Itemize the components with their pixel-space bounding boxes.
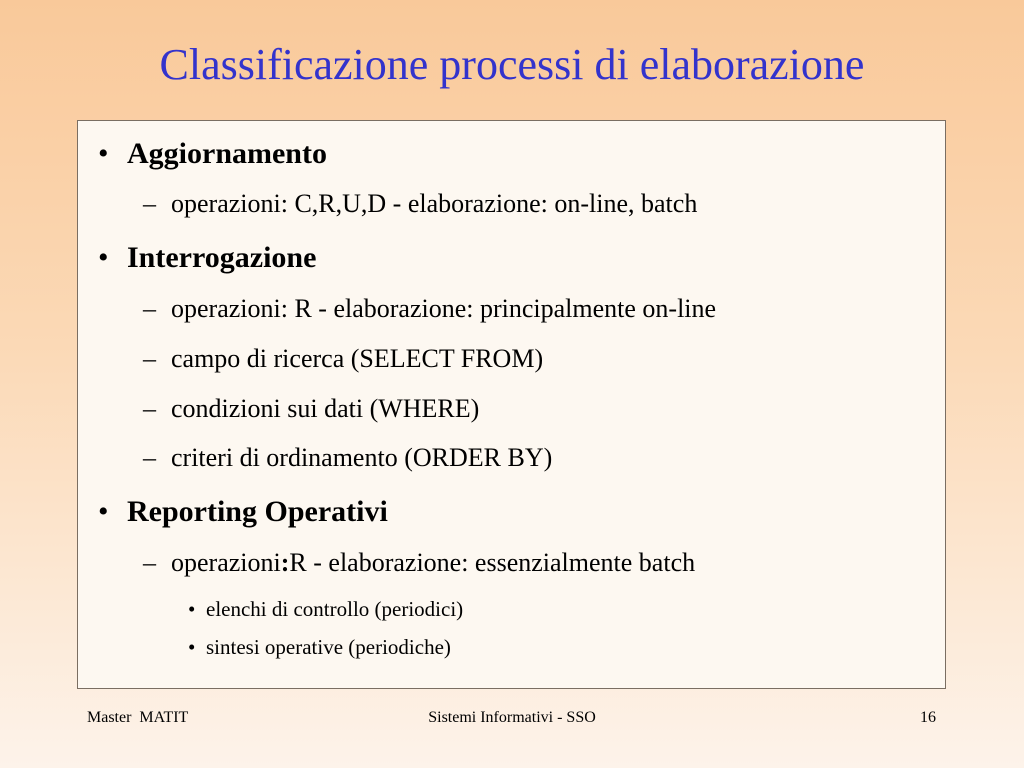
sub-item-text-after: R - elaborazione: essenzialmente batch [289, 548, 696, 577]
small-bullet-marker: • [188, 597, 196, 621]
footer-page-number: 16 [920, 709, 936, 726]
bullet-text: Aggiornamento [127, 137, 327, 170]
dash-marker: – [143, 443, 156, 472]
slide-title: Classificazione processi di elaborazione [159, 40, 865, 89]
bullet-marker: • [98, 241, 109, 274]
bold-colon: : [280, 548, 290, 577]
sub-item-text [171, 548, 695, 578]
dash-marker: – [143, 548, 156, 577]
sub-item-text: campo di ricerca (SELECT FROM) [171, 344, 544, 373]
bullet-text: Interrogazione [127, 241, 317, 274]
sub-item-text: operazioni: C,R,U,D - elaborazione: on-line, batch [171, 189, 698, 218]
bullet-marker: • [98, 137, 109, 170]
bullet-marker: • [98, 495, 109, 528]
footer-left: Master MATIT [87, 709, 189, 726]
dash-marker: – [143, 189, 156, 218]
sub-item-text: operazioni: R - elaborazione: principalmente on-line [171, 294, 717, 323]
sub-item-text: criteri di ordinamento (ORDER BY) [171, 443, 553, 472]
bullet-text: Reporting Operativi [127, 495, 388, 528]
dash-marker: – [143, 394, 156, 423]
sub-sub-item-text: sintesi operative (periodiche) [206, 635, 451, 659]
sub-sub-item-text: elenchi di controllo (periodici) [206, 597, 464, 621]
dash-marker: – [143, 344, 156, 373]
content-box [77, 120, 946, 689]
sub-item-text: condizioni sui dati (WHERE) [171, 394, 480, 423]
small-bullet-marker: • [188, 635, 196, 659]
dash-marker: – [143, 294, 156, 323]
sub-item-text-before: operazioni [171, 548, 281, 577]
footer-center: Sistemi Informativi - SSO [428, 709, 596, 726]
